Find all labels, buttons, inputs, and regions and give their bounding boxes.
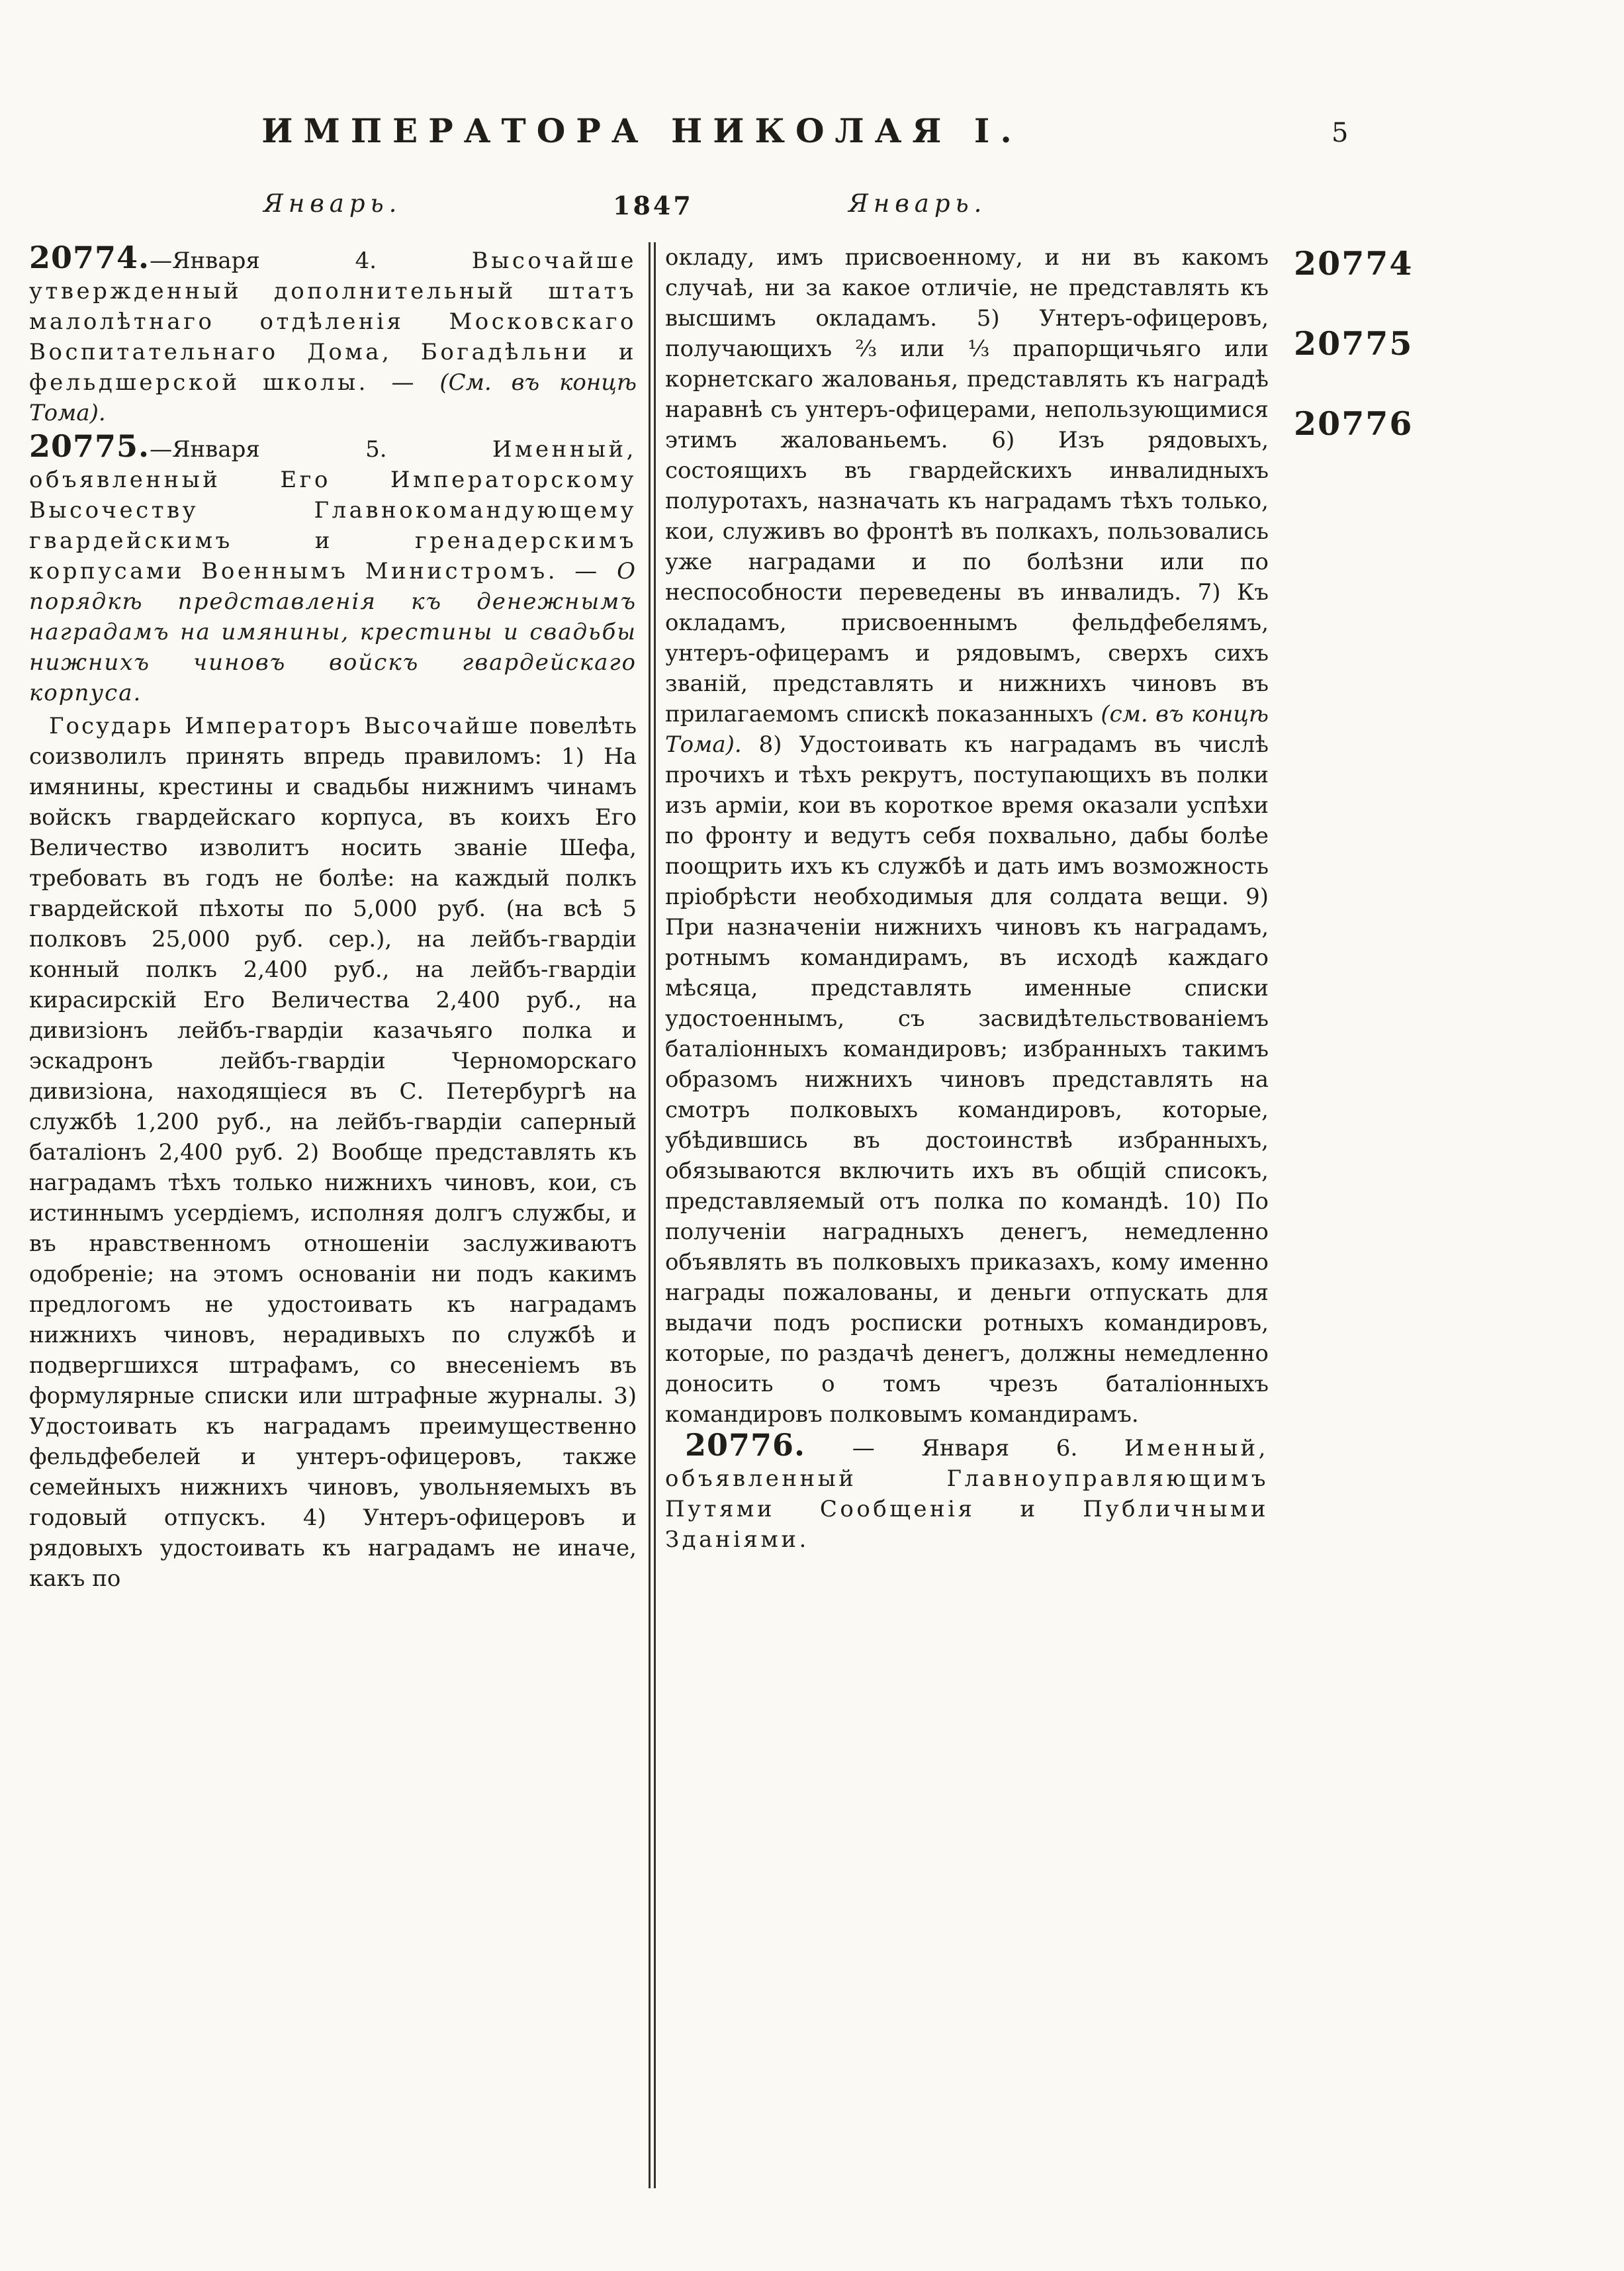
law-body-text: 8) Удостоивать къ наградамъ въ числѣ прочихъ и тѣхъ рекрутъ, поступающихъ въ полки изъ арміи, кои въ короткое время оказали успѣхи по фронту и ведутъ себя похвально, дабы болѣе поощрить ихъ къ службѣ и дать имъ возможность пріобрѣсти необходимыя для солдата вещи. 9) При назначеніи нижнихъ чиновъ къ наградамъ, ротнымъ командирамъ, въ исходѣ каждаго мѣсяца, представлять именные списки удостоеннымъ, съ засвидѣтельствованіемъ баталіонныхъ командировъ; избранныхъ такимъ образомъ нижнихъ чиновъ представлять на смотръ полковыхъ командировъ, которые, убѣдившись въ достоинствѣ избранныхъ, обязываются включить ихъ въ общій списокъ, представляемый отъ полка по командѣ. 10) По полученіи наградныхъ денегъ, немедленно объявлять въ полковыхъ приказахъ, кому именно награды пожалованы, и деньги отпускать для выдачи подъ росписки ротныхъ командировъ, которые, по раздачѣ денегъ, должны немедленно доносить о томъ чрезъ баталіонныхъ командировъ полковымъ командирамъ. <box>665 731 1269 1428</box>
see-reference: (См. въ концѣ Тома). <box>29 369 637 426</box>
left-column <box>29 242 637 2188</box>
entry-subject: О порядкѣ представленія къ денежнымъ наградамъ на имянины, крестины и свадьбы нижнихъ чиновъ войскъ гвардейскаго корпуса. <box>29 558 637 706</box>
entry-number: 20776. <box>685 1427 806 1463</box>
entry-number: 20775. <box>29 428 150 464</box>
entry-title: Высочайше утвержденный дополнительный штатъ малолѣтнаго отдѣленія Московскаго Воспитательнаго Дома, Богадѣльни и фельдшерской школы. — <box>29 248 637 396</box>
margin-number: 20774 <box>1294 244 1414 283</box>
law-body-continuation <box>665 242 1269 1430</box>
entry-number: 20774. <box>29 240 150 275</box>
law-body-text: повелѣть соизволилъ принять впредь правиломъ: 1) На имянины, крестины и свадьбы нижнимъ чинамъ войскъ гвардейскаго корпуса, въ коихъ Его Величество изволитъ носить званіе Шефа, требовать въ годъ не болѣе: на каждый полкъ гвардейской пѣхоты по 5,000 руб. (на всѣ 5 полковъ 25,000 руб. сер.), на лейбъ-гвардіи конный полкъ 2,400 руб., на лейбъ-гвардіи кирасирскій Его Величества 2,400 руб., на дивизіонъ лейбъ-гвардіи казачьяго полка и эскадронъ лейбъ-гвардіи Черноморскаго дивизіона, находящіеся въ С. Петербургѣ на службѣ 1,200 руб., на лейбъ-гвардіи саперный баталіонъ 2,400 руб. 2) Вообще представлять къ наградамъ тѣхъ только нижнихъ чиновъ, кои, съ истиннымъ усердіемъ, исполняя долгъ службы, и въ нравственномъ отношеніи заслуживаютъ одобреніе; на этомъ основаніи ни подъ какимъ предлогомъ не удостоивать къ наградамъ нижнихъ чиновъ, нерадивыхъ по службѣ и подвергшихся штрафамъ, со внесеніемъ въ формулярные списки или штрафные журналы. 3) Удостоивать къ наградамъ преимущественно фельдфебелей и унтеръ-офицеровъ, также семейныхъ нижнихъ чиновъ, увольняемыхъ въ годовый отпускъ. 4) Унтеръ-офицеровъ и рядовыхъ удостоивать къ наградамъ не иначе, какъ по <box>29 713 637 1592</box>
column-divider-rule <box>649 242 656 2188</box>
month-label-right: Январь. <box>848 189 987 218</box>
entry-20774 <box>29 242 637 428</box>
entry-20775 <box>29 428 637 708</box>
entry-title: Именный, объявленный Главноуправляющимъ Путями Сообщенія и Публичными Зданіями. <box>665 1435 1269 1553</box>
see-reference: (см. въ концѣ Тома). <box>665 701 1269 758</box>
month-label-left: Январь. <box>263 189 402 218</box>
law-body-text: окладу, имъ присвоенному, и ни въ какомъ случаѣ, ни за какое отличіе, не представлять къ высшимъ окладамъ. 5) Унтеръ-офицеровъ, получающихъ ⅔ или ⅓ прапорщичьяго или корнетскаго жалованья, представлять къ наградѣ наравнѣ съ унтеръ-офицерами, непользующимися этимъ жалованьемъ. 6) Изъ рядовыхъ, состоящихъ въ гвардейскихъ инвалидныхъ полуротахъ, назначать къ наградамъ тѣхъ только, кои, служивъ во фронтѣ въ полкахъ, пользовались уже наградами и по болѣзни или по неспособности переведены въ инвалидъ. 7) Къ окладамъ, присвоеннымъ фельдфебелямъ, унтеръ-офицерамъ и рядовымъ, сверхъ сихъ званій, представлять и нижнихъ чиновъ въ прилагаемомъ спискѣ показанныхъ <box>665 244 1269 727</box>
law-body-paragraph <box>29 711 637 1594</box>
margin-number: 20775 <box>1294 324 1414 363</box>
right-column <box>665 242 1269 2188</box>
entry-date: —Января 4. <box>150 248 472 274</box>
page-number: 5 <box>1331 118 1349 148</box>
year-label: 1847 <box>613 191 694 220</box>
text-columns <box>29 242 1624 2188</box>
entry-title: Именный, объявленный Его Императорскому Высочеству Главнокомандующему гвардейскимъ и гренадерскимъ корпусами Военнымъ Министромъ. — <box>29 436 637 584</box>
entry-date: — Января 6. <box>805 1435 1124 1461</box>
margin-number: 20776 <box>1294 404 1414 443</box>
entry-20776 <box>665 1427 1269 1555</box>
entry-date: —Января 5. <box>150 436 492 463</box>
imperial-lead-in: Государь Императоръ Высочайше <box>49 713 520 739</box>
page-title: ИМПЕРАТОРА НИКОЛАЯ I. <box>261 111 1022 150</box>
margin-article-numbers <box>1269 242 1624 2188</box>
